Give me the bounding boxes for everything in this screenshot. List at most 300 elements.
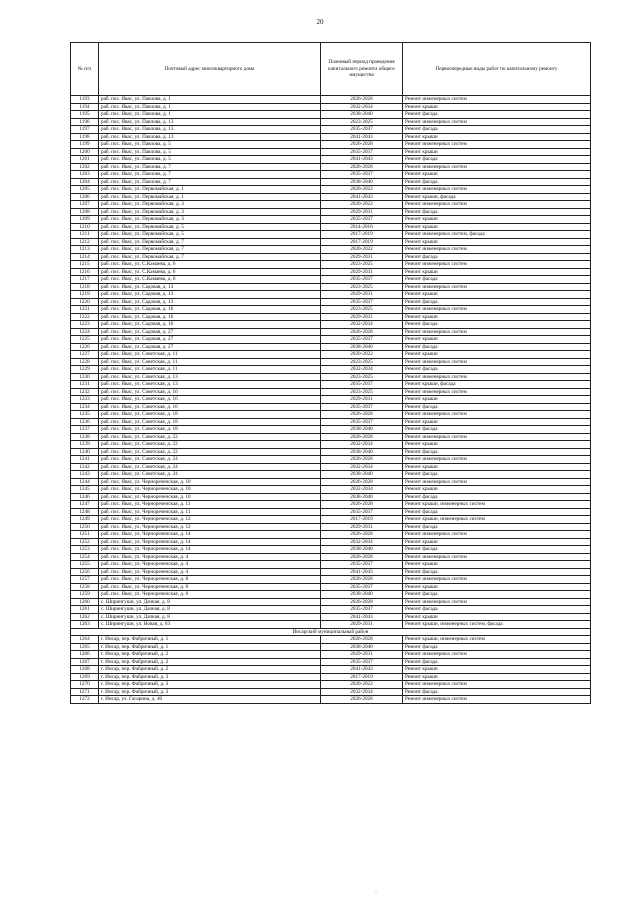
row-number: 1245: [71, 486, 99, 494]
row-works: Ремонт инженерных систем: [403, 651, 591, 659]
section-title: Инсарский муниципальный район: [71, 628, 591, 636]
table-row: [71, 471, 591, 479]
row-period: 2041-2043: [321, 193, 403, 201]
row-works: Ремонт фасада: [403, 178, 591, 186]
table-row: [71, 178, 591, 186]
row-period: 2023-2025: [321, 118, 403, 126]
row-number: 1260: [71, 598, 99, 606]
row-works: Ремонт крыши, фасада: [403, 193, 591, 201]
row-works: Ремонт фасада: [403, 298, 591, 306]
table-row: [71, 523, 591, 531]
row-period: 2029-2031: [321, 396, 403, 404]
row-address: раб. пос. Явас, ул. Первомайская, д. 7: [99, 238, 321, 246]
row-address: г. Инсар, пер. Фабричный, д. 1: [99, 643, 321, 651]
row-period: 2041-2043: [321, 156, 403, 164]
row-works: Ремонт фасада: [403, 448, 591, 456]
row-number: 1215: [71, 261, 99, 269]
row-address: раб. пос. Явас, ул. Чернореченская, д. 14: [99, 531, 321, 539]
row-period: 2026-2028: [321, 553, 403, 561]
row-address: раб. пос. Явас, ул. Чернореченская, д. 8: [99, 591, 321, 599]
row-number: 1253: [71, 546, 99, 554]
row-number: 1238: [71, 433, 99, 441]
row-number: 1228: [71, 358, 99, 366]
table-row: [71, 553, 591, 561]
row-works: Ремонт крыши: [403, 486, 591, 494]
row-works: Ремонт крыши, инженерных систем, фасада: [403, 621, 591, 629]
row-number: 1246: [71, 493, 99, 501]
row-number: 1229: [71, 366, 99, 374]
row-address: раб. пос. Явас, ул. Павлова, д. 13: [99, 118, 321, 126]
row-number: 1271: [71, 688, 99, 696]
row-address: раб. пос. Явас, ул. Советская, д. 16: [99, 396, 321, 404]
row-address: раб. пос. Явас, ул. Советская, д. 18: [99, 411, 321, 419]
row-number: 1240: [71, 448, 99, 456]
row-number: 1227: [71, 351, 99, 359]
row-works: Ремонт крыши: [403, 313, 591, 321]
row-number: 1196: [71, 118, 99, 126]
row-period: 2035-2037: [321, 508, 403, 516]
row-works: Ремонт крыши, фасада: [403, 381, 591, 389]
table-row: [71, 583, 591, 591]
table-row: [71, 96, 591, 104]
row-address: раб. пос. Явас, ул. Советская, д. 22: [99, 433, 321, 441]
table-row: [71, 268, 591, 276]
row-period: 2026-2028: [321, 456, 403, 464]
table-row: [71, 141, 591, 149]
row-works: Ремонт крыши: [403, 538, 591, 546]
row-address: раб. пос. Явас, ул. Чернореченская, д. 10: [99, 493, 321, 501]
row-address: раб. пос. Явас, ул. Павлова, д. 13: [99, 133, 321, 141]
row-period: 2038-2040: [321, 591, 403, 599]
row-address: раб. пос. Явас, ул. Первомайская, д. 3: [99, 201, 321, 209]
row-address: раб. пос. Явас, ул. Советская, д. 24: [99, 463, 321, 471]
table-row: [71, 666, 591, 674]
table-row: [71, 231, 591, 239]
row-works: Ремонт фасада: [403, 111, 591, 119]
row-works: Ремонт фасада: [403, 643, 591, 651]
row-works: Ремонт крыши: [403, 133, 591, 141]
row-works: Ремонт фасада: [403, 606, 591, 614]
row-period: 2026-2028: [321, 636, 403, 644]
row-address: раб. пос. Явас, ул. Чернореченская, д. 10: [99, 478, 321, 486]
row-period: 2017-2019: [321, 516, 403, 524]
row-works: Ремонт фасада: [403, 508, 591, 516]
row-address: раб. пос. Явас, ул. Павлова, д. 1: [99, 103, 321, 111]
row-address: раб. пос. Явас, ул. Садовая, д. 13: [99, 291, 321, 299]
table-row: [71, 276, 591, 284]
row-period: 2032-2034: [321, 688, 403, 696]
row-period: 2038-2040: [321, 546, 403, 554]
row-number: 1232: [71, 388, 99, 396]
row-period: 2026-2028: [321, 163, 403, 171]
table-row: [71, 516, 591, 524]
table-row: [71, 186, 591, 194]
table-row: [71, 163, 591, 171]
row-address: раб. пос. Явас, ул. Первомайская, д. 5: [99, 231, 321, 239]
row-address: раб. пос. Явас, ул. Садовая, д. 13: [99, 298, 321, 306]
table-row: [71, 118, 591, 126]
row-number: 1198: [71, 133, 99, 141]
row-period: 2041-2043: [321, 666, 403, 674]
row-period: 2017-2019: [321, 238, 403, 246]
row-works: Ремонт фасада: [403, 366, 591, 374]
row-number: 1272: [71, 696, 99, 704]
capital-repair-table: [70, 42, 591, 704]
row-number: 1205: [71, 186, 99, 194]
row-address: раб. пос. Явас, ул. Первомайская, д. 3: [99, 216, 321, 224]
row-period: 2035-2037: [321, 336, 403, 344]
table-row: [71, 381, 591, 389]
row-number: 1213: [71, 246, 99, 254]
row-period: 2026-2028: [321, 411, 403, 419]
row-works: Ремонт инженерных систем: [403, 201, 591, 209]
row-number: 1194: [71, 103, 99, 111]
row-number: 1258: [71, 583, 99, 591]
row-works: Ремонт крыши: [403, 441, 591, 449]
table-row: [71, 238, 591, 246]
row-period: 2038-2040: [321, 643, 403, 651]
row-period: 2035-2037: [321, 298, 403, 306]
row-number: 1269: [71, 673, 99, 681]
row-address: г. Инсар, пер. Фабричный, д. 2: [99, 658, 321, 666]
row-number: 1270: [71, 681, 99, 689]
table-row: [71, 531, 591, 539]
table-row: [71, 561, 591, 569]
row-works: Ремонт крыши: [403, 238, 591, 246]
table-row: [71, 411, 591, 419]
row-works: Ремонт крыши: [403, 351, 591, 359]
row-works: Ремонт фасада: [403, 493, 591, 501]
row-works: Ремонт крыши: [403, 336, 591, 344]
row-period: 2029-2031: [321, 253, 403, 261]
row-number: 1262: [71, 613, 99, 621]
row-period: 2026-2028: [321, 433, 403, 441]
row-number: 1204: [71, 178, 99, 186]
row-address: г. Инсар, пер. Фабричный, д. 3: [99, 681, 321, 689]
row-works: Ремонт фасада: [403, 426, 591, 434]
row-period: 2026-2028: [321, 696, 403, 704]
row-address: раб. пос. Явас, ул. Чернореченская, д. 10: [99, 486, 321, 494]
row-period: 2035-2037: [321, 126, 403, 134]
row-address: с. Ширингуши, ул. Дачная, д. 8: [99, 598, 321, 606]
table-row: [71, 388, 591, 396]
row-works: Ремонт крыши: [403, 666, 591, 674]
row-number: 1222: [71, 313, 99, 321]
row-address: раб. пос. Явас, ул. Советская, д. 22: [99, 441, 321, 449]
row-period: 2020-2022: [321, 186, 403, 194]
row-number: 1248: [71, 508, 99, 516]
row-number: 1218: [71, 283, 99, 291]
row-period: 2029-2031: [321, 208, 403, 216]
table-row: [71, 463, 591, 471]
table-row: [71, 606, 591, 614]
row-works: Ремонт инженерных систем: [403, 96, 591, 104]
row-works: Ремонт крыши, инженерных систем: [403, 636, 591, 644]
row-works: Ремонт фасада: [403, 546, 591, 554]
row-number: 1242: [71, 463, 99, 471]
row-works: Ремонт инженерных систем: [403, 261, 591, 269]
table-row: [71, 658, 591, 666]
row-address: раб. пос. Явас, ул. Чернореченская, д. 4: [99, 561, 321, 569]
table-row: [71, 673, 591, 681]
row-address: раб. пос. Явас, ул. Чернореченская, д. 11: [99, 508, 321, 516]
row-works: Ремонт фасада: [403, 343, 591, 351]
row-works: Ремонт инженерных систем: [403, 681, 591, 689]
row-address: раб. пос. Явас, ул. Садовая, д. 16: [99, 306, 321, 314]
table-row: [71, 283, 591, 291]
header-address: Почтовый адрес многоквартирного дома: [99, 43, 321, 96]
row-works: Ремонт крыши: [403, 418, 591, 426]
table-row: [71, 576, 591, 584]
row-works: Ремонт инженерных систем: [403, 246, 591, 254]
row-works: Ремонт инженерных систем: [403, 283, 591, 291]
row-works: Ремонт инженерных систем: [403, 388, 591, 396]
row-number: 1200: [71, 148, 99, 156]
row-works: Ремонт крыши: [403, 583, 591, 591]
table-body: [71, 96, 591, 704]
row-number: 1207: [71, 201, 99, 209]
row-works: Ремонт крыши: [403, 216, 591, 224]
row-address: с. Ширингуши, ул. Новая, д. 63: [99, 621, 321, 629]
row-period: 2026-2028: [321, 141, 403, 149]
row-period: 2023-2025: [321, 306, 403, 314]
row-number: 1257: [71, 576, 99, 584]
row-works: Ремонт инженерных систем: [403, 531, 591, 539]
row-period: 2029-2031: [321, 621, 403, 629]
row-period: 2041-2043: [321, 133, 403, 141]
row-works: Ремонт инженерных систем: [403, 118, 591, 126]
row-number: 1267: [71, 658, 99, 666]
table-row: [71, 538, 591, 546]
row-period: 2038-2040: [321, 343, 403, 351]
row-address: раб. пос. Явас, ул. Советская, д. 11: [99, 366, 321, 374]
row-works: Ремонт инженерных систем: [403, 186, 591, 194]
row-address: раб. пос. Явас, ул. Чернореченская, д. 8: [99, 576, 321, 584]
row-address: с. Ширингуши, ул. Дачная, д. 8: [99, 613, 321, 621]
row-period: 2038-2040: [321, 426, 403, 434]
table-row: [71, 351, 591, 359]
row-works: Ремонт крыши: [403, 396, 591, 404]
row-period: 2023-2025: [321, 373, 403, 381]
table-row: [71, 396, 591, 404]
row-address: г. Инсар, ул. Гагарина, д. 40: [99, 696, 321, 704]
row-period: 2035-2037: [321, 403, 403, 411]
row-address: раб. пос. Явас, ул. Советская, д. 18: [99, 426, 321, 434]
row-period: 2023-2025: [321, 358, 403, 366]
row-number: 1239: [71, 441, 99, 449]
row-period: 2026-2028: [321, 96, 403, 104]
row-number: 1241: [71, 456, 99, 464]
row-works: Ремонт крыши: [403, 463, 591, 471]
header-period: Плановый период проведения капитального ремонта общего имущества: [321, 43, 403, 96]
table-row: [71, 501, 591, 509]
section-row: [71, 628, 591, 636]
row-address: раб. пос. Явас, ул. Чернореченская, д. 14: [99, 538, 321, 546]
row-address: с. Ширингуши, ул. Дачная, д. 8: [99, 606, 321, 614]
row-address: раб. пос. Явас, ул. Павлова, д. 1: [99, 111, 321, 119]
row-address: раб. пос. Явас, ул. Садовая, д. 13: [99, 283, 321, 291]
row-number: 1247: [71, 501, 99, 509]
table-row: [71, 201, 591, 209]
row-works: Ремонт крыши: [403, 103, 591, 111]
table-row: [71, 426, 591, 434]
row-works: Ремонт фасада: [403, 403, 591, 411]
table-row: [71, 156, 591, 164]
table-row: [71, 111, 591, 119]
row-period: 2017-2019: [321, 231, 403, 239]
table-row: [71, 291, 591, 299]
row-address: раб. пос. Явас, ул. Первомайская, д. 1: [99, 193, 321, 201]
row-period: 2032-2034: [321, 103, 403, 111]
row-address: раб. пос. Явас, ул. Первомайская, д. 3: [99, 208, 321, 216]
row-address: раб. пос. Явас, ул. Чернореченская, д. 8: [99, 583, 321, 591]
row-period: 2035-2037: [321, 606, 403, 614]
table-row: [71, 456, 591, 464]
row-number: 1195: [71, 111, 99, 119]
row-address: г. Инсар, пер. Фабричный, д. 3: [99, 688, 321, 696]
row-address: раб. пос. Явас, ул. Советская, д. 22: [99, 448, 321, 456]
row-period: 2035-2037: [321, 216, 403, 224]
row-period: 2023-2025: [321, 388, 403, 396]
row-number: 1221: [71, 306, 99, 314]
row-number: 1217: [71, 276, 99, 284]
row-works: Ремонт крыши: [403, 268, 591, 276]
row-address: раб. пос. Явас, ул. Первомайская, д. 5: [99, 223, 321, 231]
row-number: 1216: [71, 268, 99, 276]
row-works: Ремонт крыши: [403, 148, 591, 156]
row-number: 1264: [71, 636, 99, 644]
row-works: Ремонт фасада: [403, 568, 591, 576]
row-address: раб. пос. Явас, ул. Чернореченская, д. 11: [99, 501, 321, 509]
row-works: Ремонт крыши, инженерных систем: [403, 516, 591, 524]
footer-dot: ·: [375, 889, 377, 895]
row-works: Ремонт инженерных систем: [403, 478, 591, 486]
row-address: г. Инсар, пер. Фабричный, д. 3: [99, 673, 321, 681]
row-works: Ремонт крыши: [403, 291, 591, 299]
row-period: 2032-2034: [321, 441, 403, 449]
table-row: [71, 568, 591, 576]
row-number: 1234: [71, 403, 99, 411]
table-row: [71, 261, 591, 269]
row-works: Ремонт инженерных систем: [403, 411, 591, 419]
row-period: 2026-2028: [321, 576, 403, 584]
row-period: 2026-2028: [321, 478, 403, 486]
row-works: Ремонт фасада: [403, 253, 591, 261]
row-number: 1203: [71, 171, 99, 179]
row-address: раб. пос. Явас, ул. Первомайская, д. 1: [99, 186, 321, 194]
row-number: 1202: [71, 163, 99, 171]
row-number: 1219: [71, 291, 99, 299]
row-period: 2026-2028: [321, 501, 403, 509]
row-number: 1261: [71, 606, 99, 614]
row-period: 2035-2037: [321, 583, 403, 591]
row-works: Ремонт инженерных систем: [403, 358, 591, 366]
row-address: раб. пос. Явас, ул. Садовая, д. 16: [99, 313, 321, 321]
row-period: 2035-2037: [321, 148, 403, 156]
row-number: 1223: [71, 321, 99, 329]
row-period: 2035-2037: [321, 276, 403, 284]
table-row: [71, 328, 591, 336]
row-period: 2038-2040: [321, 471, 403, 479]
row-number: 1206: [71, 193, 99, 201]
table-row: [71, 448, 591, 456]
table-row: [71, 478, 591, 486]
row-period: 2029-2031: [321, 313, 403, 321]
table-row: [71, 126, 591, 134]
row-address: раб. пос. Явас, ул. Павлова, д. 5: [99, 141, 321, 149]
table-row: [71, 313, 591, 321]
row-address: раб. пос. Явас, ул. С.Камаева, д. 6: [99, 261, 321, 269]
row-number: 1226: [71, 343, 99, 351]
row-period: 2017-2019: [321, 673, 403, 681]
table-row: [71, 298, 591, 306]
table-row: [71, 358, 591, 366]
table-row: [71, 193, 591, 201]
row-number: 1250: [71, 523, 99, 531]
row-period: 2035-2037: [321, 561, 403, 569]
table-row: [71, 148, 591, 156]
row-period: 2020-2022: [321, 351, 403, 359]
row-address: раб. пос. Явас, ул. Павлова, д. 1: [99, 96, 321, 104]
row-address: раб. пос. Явас, ул. Павлова, д. 13: [99, 126, 321, 134]
row-address: раб. пос. Явас, ул. Павлова, д. 7: [99, 178, 321, 186]
row-address: раб. пос. Явас, ул. Чернореченская, д. 12: [99, 523, 321, 531]
row-address: раб. пос. Явас, ул. Первомайская, д. 7: [99, 253, 321, 261]
row-address: раб. пос. Явас, ул. Первомайская, д. 7: [99, 246, 321, 254]
row-period: 2026-2028: [321, 598, 403, 606]
row-number: 1266: [71, 651, 99, 659]
table-row: [71, 636, 591, 644]
table-row: [71, 418, 591, 426]
row-address: раб. пос. Явас, ул. Садовая, д. 16: [99, 321, 321, 329]
row-works: Ремонт фасада: [403, 321, 591, 329]
table-row: [71, 508, 591, 516]
table-row: [71, 223, 591, 231]
row-works: Ремонт фасада: [403, 658, 591, 666]
header-num: № п/п: [71, 43, 99, 96]
row-number: 1263: [71, 621, 99, 629]
row-period: 2035-2037: [321, 418, 403, 426]
row-address: раб. пос. Явас, ул. Советская, д. 16: [99, 388, 321, 396]
row-number: 1220: [71, 298, 99, 306]
row-number: 1252: [71, 538, 99, 546]
row-period: 2035-2037: [321, 658, 403, 666]
table-row: [71, 546, 591, 554]
row-works: Ремонт инженерных систем: [403, 553, 591, 561]
row-address: раб. пос. Явас, ул. Садовая, д. 27: [99, 328, 321, 336]
row-period: 2029-2031: [321, 291, 403, 299]
row-number: 1251: [71, 531, 99, 539]
header-works: Первоочередные виды работ по капитальному ремонту: [403, 43, 591, 96]
row-works: Ремонт фасада: [403, 126, 591, 134]
row-number: 1243: [71, 471, 99, 479]
row-address: раб. пос. Явас, ул. С.Камаева, д. 6: [99, 268, 321, 276]
row-address: раб. пос. Явас, ул. Павлова, д. 7: [99, 163, 321, 171]
row-address: г. Инсар, пер. Фабричный, д. 2: [99, 666, 321, 674]
table-row: [71, 403, 591, 411]
row-works: Ремонт крыши, инженерных систем: [403, 501, 591, 509]
row-number: 1255: [71, 561, 99, 569]
table-row: [71, 598, 591, 606]
row-number: 1249: [71, 516, 99, 524]
row-works: Ремонт крыши: [403, 171, 591, 179]
row-number: 1224: [71, 328, 99, 336]
row-period: 2026-2028: [321, 328, 403, 336]
row-works: Ремонт фасада: [403, 688, 591, 696]
row-address: раб. пос. Явас, ул. Советская, д. 13: [99, 373, 321, 381]
row-number: 1265: [71, 643, 99, 651]
row-number: 1237: [71, 426, 99, 434]
